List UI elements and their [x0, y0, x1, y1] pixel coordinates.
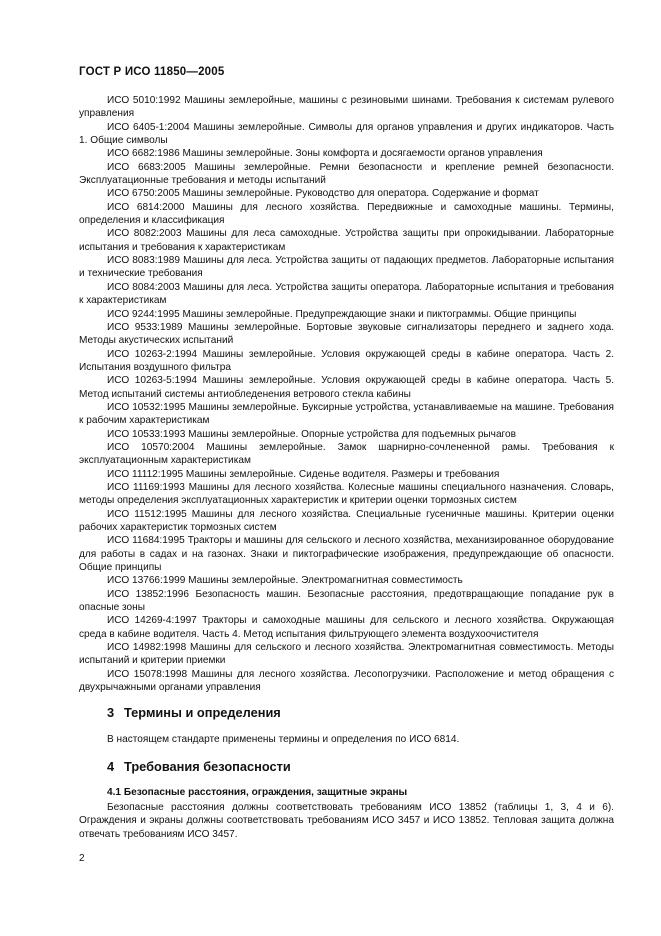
reference-item: ИСО 11112:1995 Машины землеройные. Сиденье водителя. Размеры и требования — [107, 468, 500, 480]
reference-item: ИСО 13766:1999 Машины землеройные. Электромагнитная совместимость — [107, 575, 463, 587]
reference-item: ИСО 6682:1986 Машины землеройные. Зоны комфорта и досягаемости органов управления — [107, 148, 543, 160]
reference-item: ИСО 10533:1993 Машины землеройные. Опорные устройства для подъемных рычагов — [107, 428, 516, 440]
reference-item: ИСО 15078:1998 Машины для лесного хозяйства. Лесопогрузчики. Расположение и метод обращения с двухрычажными органами управления — [79, 668, 614, 694]
reference-item: ИСО 8083:1989 Машины для леса. Устройства защиты от падающих предметов. Лабораторные испытания и технические требования — [79, 255, 614, 280]
section-3-heading — [107, 705, 281, 720]
section-3-text: В настоящем стандарте применены термины и определения по ИСО 6814. — [107, 734, 460, 745]
reference-item: ИСО 9244:1995 Машины землеройные. Предупреждающие знаки и пиктограммы. Общие принципы — [107, 308, 577, 320]
reference-item: ИСО 10532:1995 Машины землеройные. Буксирные устройства, устанавливаемые на машине. Требования к рабочим характеристикам — [79, 401, 614, 427]
normative-references-list — [79, 94, 614, 694]
reference-item: ИСО 6814:2000 Машины для лесного хозяйства. Передвижные и самоходные машины. Термины, определения и классификация — [79, 201, 614, 227]
reference-item: ИСО 11169:1993 Машины для лесного хозяйства. Колесные машины специального назначения. Словарь, методы определения эксплуатационных характеристик и критерии оценки тормозных систем — [79, 481, 614, 507]
reference-item: ИСО 10263-5:1994 Машины землеройные. Условия окружающей среды в кабине оператора. Часть 5. Метод испытаний системы антиобледенения ветрового стекла кабины — [79, 375, 614, 400]
document-header: ГОСТ Р ИСО 11850—2005 — [79, 66, 225, 78]
reference-item: ИСО 11512:1995 Машины для лесного хозяйства. Специальные гусеничные машины. Критерии оценки рабочих характеристик тормозных систем — [79, 508, 614, 533]
section-4-heading — [107, 759, 291, 774]
subsection-4-1-heading: 4.1 Безопасные расстояния, ограждения, защитные экраны — [107, 787, 408, 798]
subsection-4-1-text: Безопасные расстояния должны соответствовать требованиям ИСО 13852 (таблицы 1, 3, 4 и 6). Ограждения и экраны должны соответствовать требованиям ИСО 3457 и ИСО 13852. Тепловая защита должна отвечать требованиям ИСО 3457. — [79, 802, 614, 840]
section-4-number: 4 — [107, 759, 115, 774]
section-3-title: Термины и определения — [124, 705, 281, 720]
reference-item: ИСО 8082:2003 Машины для леса самоходные. Устройства защиты при опрокидывании. Лабораторные испытания и требования к характеристикам — [79, 228, 614, 253]
reference-item: ИСО 6750:2005 Машины землеройные. Руководство для оператора. Содержание и формат — [107, 188, 539, 200]
reference-item: ИСО 6405-1:2004 Машины землеройные. Символы для органов управления и других индикаторов. Часть 1. Общие символы — [79, 121, 614, 147]
reference-item: ИСО 10263-2:1994 Машины землеройные. Условия окружающей среды в кабине оператора. Часть 2. Испытания воздушного фильтра — [79, 348, 614, 373]
reference-item: ИСО 14982:1998 Машины для сельского и лесного хозяйства. Электромагнитная совместимость. Методы испытаний и критерии приемки — [79, 642, 614, 667]
reference-item: ИСО 6683:2005 Машины землеройные. Ремни безопасности и крепление ремней безопасности. Эксплуатационные требования и методы испытаний — [79, 161, 614, 187]
reference-item: ИСО 5010:1992 Машины землеройные, машины с резиновыми шинами. Требования к системам рулевого управления — [79, 95, 614, 120]
reference-item: ИСО 10570:2004 Машины землеройные. Замок шарнирно-сочлененной рамы. Требования к эксплуатационным характеристикам — [79, 441, 614, 467]
section-3-number: 3 — [107, 705, 115, 720]
reference-item: ИСО 11684:1995 Тракторы и машины для сельского и лесного хозяйства, механизированное оборудование для работы в садах и на газонах. Знаки и пиктографические изображения, предупреждающие об опасности. Общие принципы — [79, 535, 614, 574]
page-number: 2 — [79, 853, 85, 864]
reference-item: ИСО 8084:2003 Машины для леса. Устройства защиты оператора. Лабораторные испытания и требования к характеристикам — [79, 281, 614, 307]
reference-item: ИСО 9533:1989 Машины землеройные. Бортовые звуковые сигнализаторы переднего и заднего хода. Методы акустических испытаний — [79, 321, 614, 347]
reference-item: ИСО 13852:1996 Безопасность машин. Безопасные расстояния, предотвращающие попадание рук в опасные зоны — [79, 588, 614, 614]
reference-item: ИСО 14269-4:1997 Тракторы и самоходные машины для сельского и лесного хозяйства. Окружающая среда в кабине водителя. Часть 4. Метод испытания фильтрующего элемента воздухоочистителя — [79, 615, 614, 640]
section-4-title: Требования безопасности — [124, 759, 291, 774]
